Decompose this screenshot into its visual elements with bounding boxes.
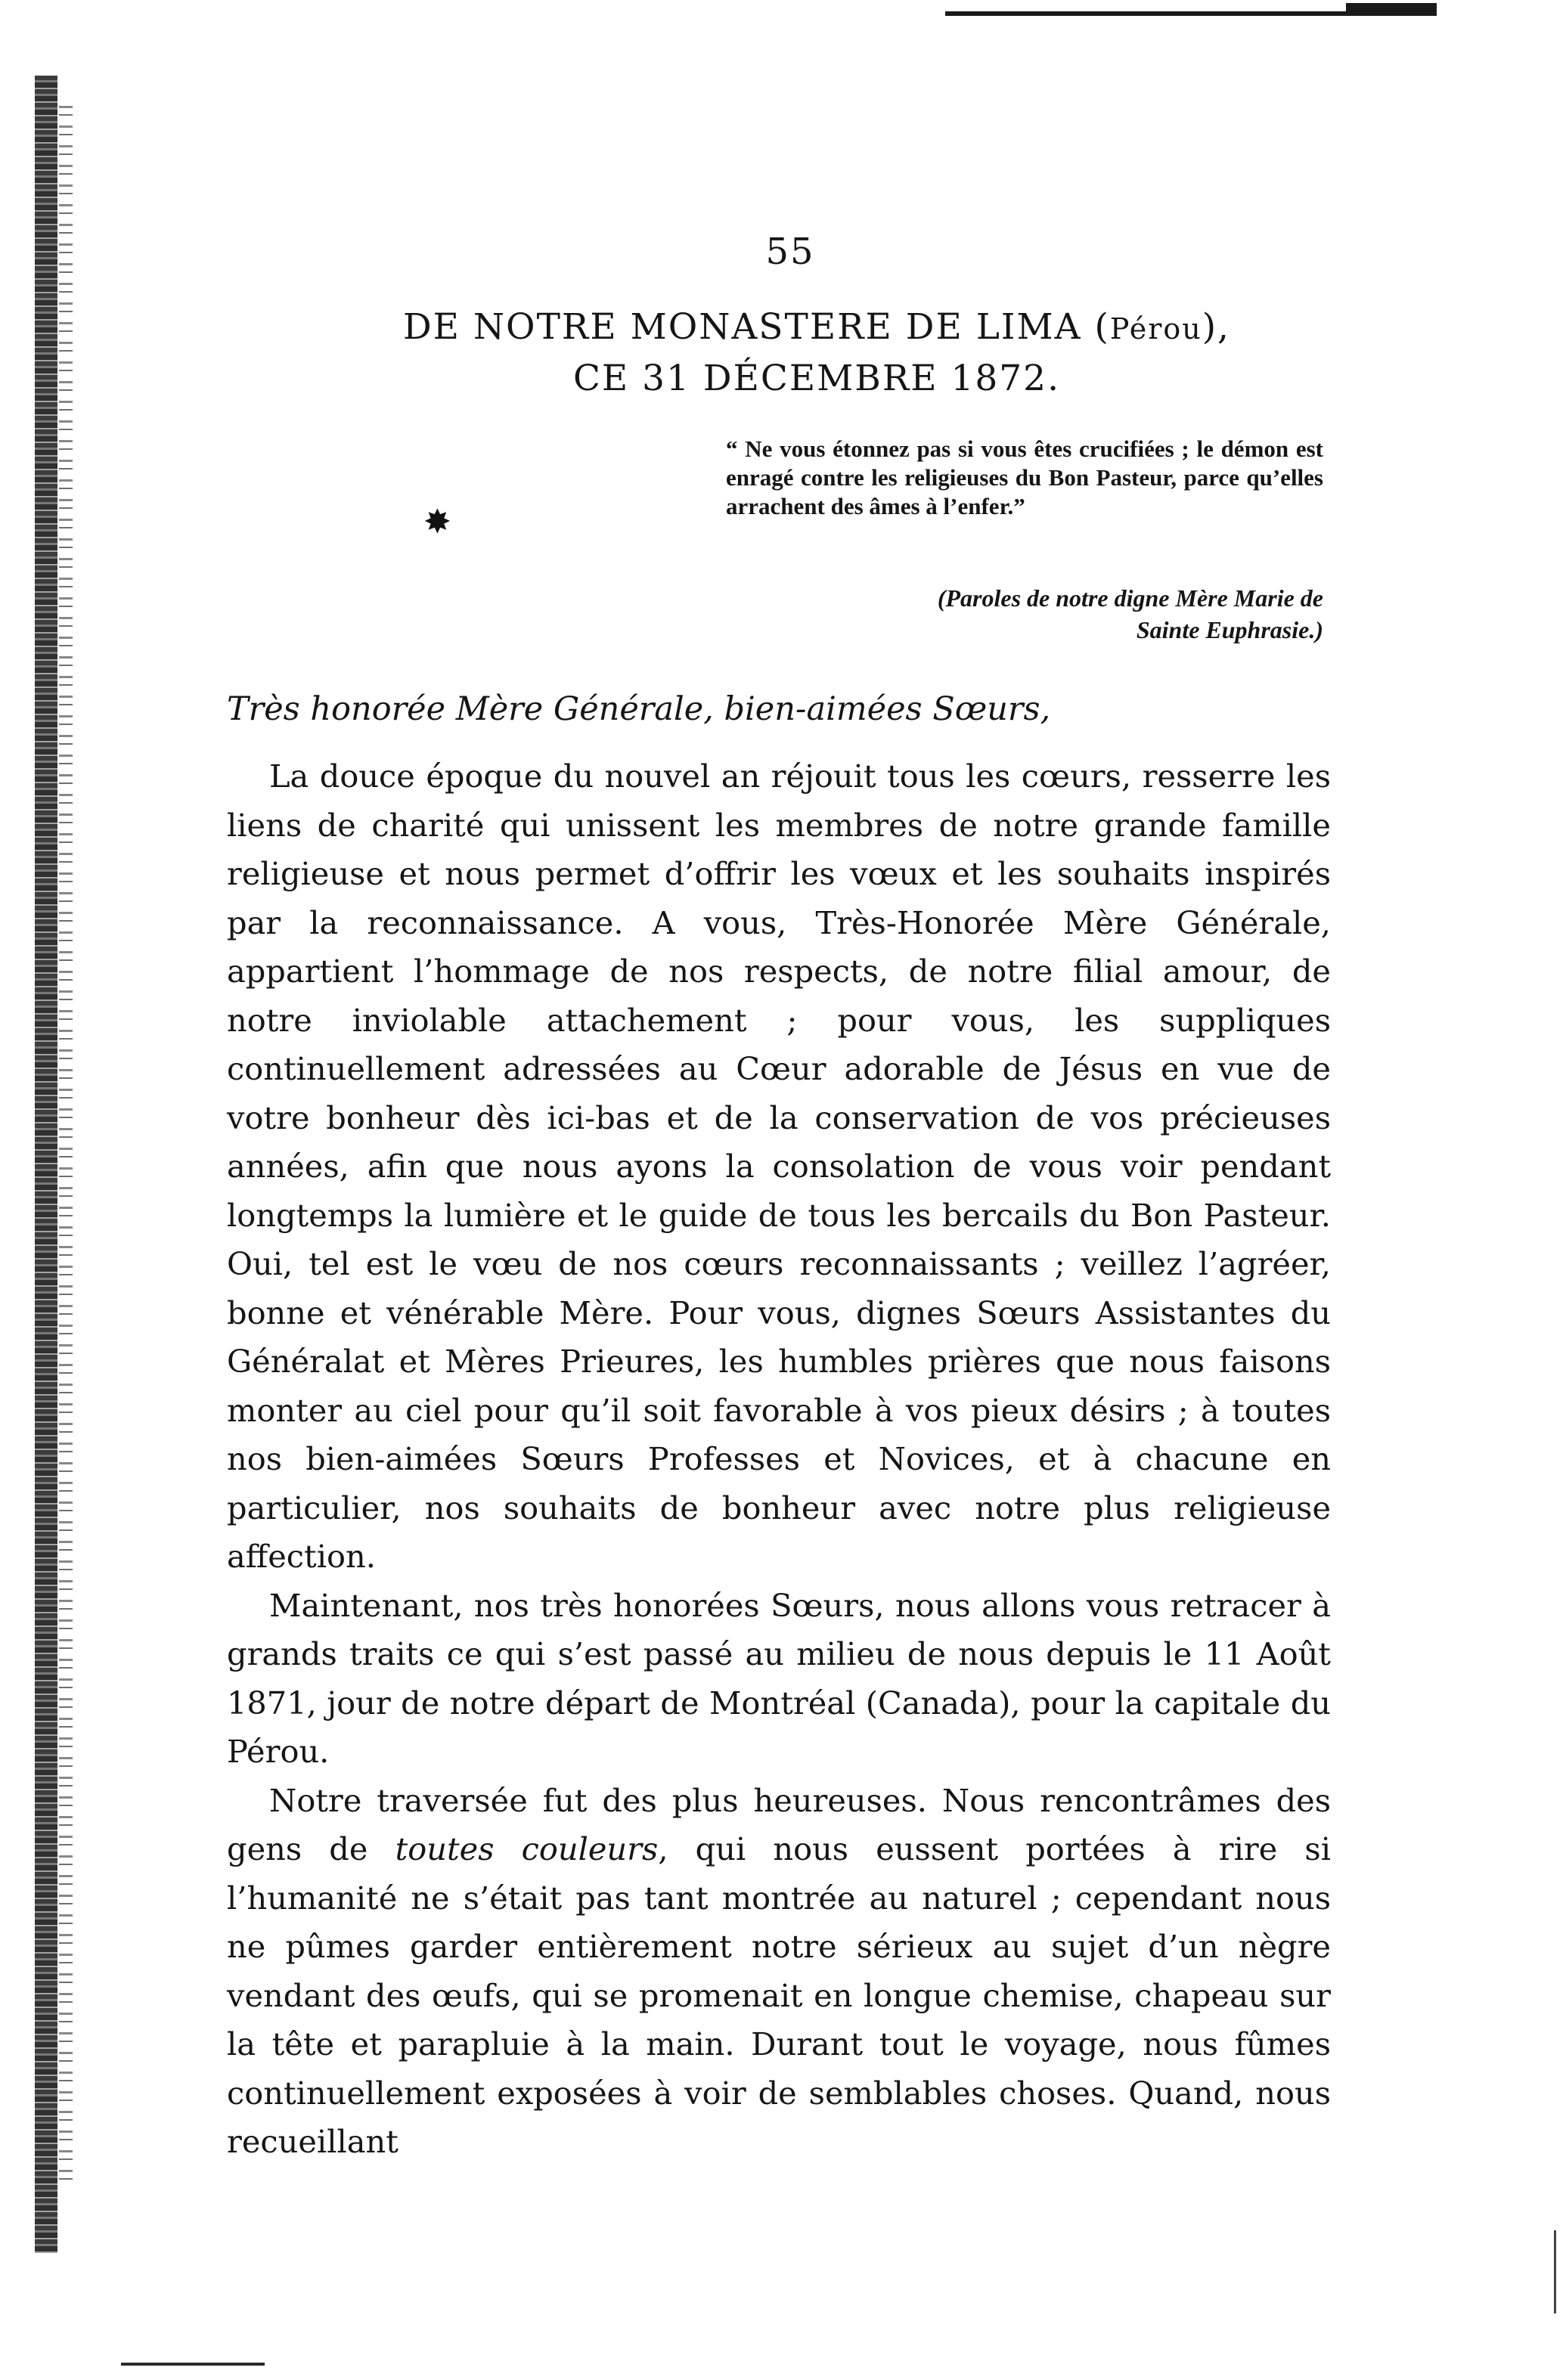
heading-line-1-close: ), [1202,306,1230,348]
salutation: Très honorée Mère Générale, bien-aimées Sœurs, [227,690,1051,728]
paragraph-3-italic: toutes couleurs [395,1830,659,1867]
ornament-icon: ✸ [423,503,451,541]
paragraph-3 [227,1777,1331,2167]
heading-line-1-main: DE NOTRE MONASTERE DE LIMA ( [403,306,1110,348]
letter-heading [227,302,1406,404]
epigraph-attribution [794,582,1323,646]
heading-line-1 [227,302,1406,354]
attribution-line-1: (Paroles de notre digne Mère Marie de [937,584,1323,612]
heading-country: Pérou [1109,312,1202,346]
paragraph-2: Maintenant, nos très honorées Sœurs, nous allons vous retracer à grands traits ce qui s’est passé au milieu de nous depuis le 11 Août 1871, jour de notre départ de Montréal (Canada), pour la capitale du Pérou. [227,1586,1331,1770]
paragraph-3-end: , qui nous eussent portées à rire si l’humanité ne s’était pas tant montrée au naturel ; cependant nous ne pûmes garder entièrement notre sérieux au sujet d’un nègre vendant des œufs, qui se promenait en longue chemise, chapeau sur la tête et parapluie à la main. Durant tout le voyage, nous fûmes continuellement exposées à voir de semblables choses. Quand, nous recueillant [227,1830,1331,2160]
book-binding-edge [35,76,57,2253]
bottom-scan-rule [121,2363,265,2366]
letter-body [227,752,1331,2167]
book-binding-shadow [59,106,73,2185]
page-number: 55 [765,231,815,273]
right-edge-mark [1554,2230,1556,2313]
paragraph-1: La douce époque du nouvel an réjouit tous les cœurs, resserre les liens de charité qui unissent les membres de notre grande famille religieuse et nous permet d’offrir les vœux et les souhaits inspirés par la reconnaissance. A vous, Très-Honorée Mère Générale, appartient l’hommage de nos respects, de notre filial amour, de notre inviolable attachement ; pour vous, les suppliques continuellement adressées au Cœur adorable de Jésus en vue de votre bonheur dès ici-bas et de la conservation de vos précieuses années, afin que nous ayons la consolation de vous voir pendant longtemps la lumière et le guide de tous les bercails du Bon Pasteur. Oui, tel est le vœu de nos cœurs reconnaissants ; veillez l’agréer, bonne et vénérable Mère. Pour vous, dignes Sœurs Assistantes du Généralat et Mères Prieures, les humbles prières que nous faisons monter au ciel pour qu’il soit favorable à vos pieux désirs ; à toutes nos bien-aimées Sœurs Professes et Novices, et à chacune en particulier, nos souhaits de bonheur avec notre plus religieuse affection. [227,758,1331,1575]
top-scan-rule-tail [1346,3,1437,14]
attribution-line-2: Sainte Euphrasie.) [1136,616,1323,643]
epigraph-quote: “ Ne vous étonnez pas si vous êtes crucifiées ; le démon est enragé contre les religieuses du Bon Pasteur, parce qu’elles arrachent des âmes à l’enfer.” [726,435,1323,519]
heading-line-2: CE 31 DÉCEMBRE 1872. [572,358,1061,399]
paragraph-3-start: Notre traversée fut des plus heureuses. Nous rencontrâmes des gens de [227,1781,1331,1867]
